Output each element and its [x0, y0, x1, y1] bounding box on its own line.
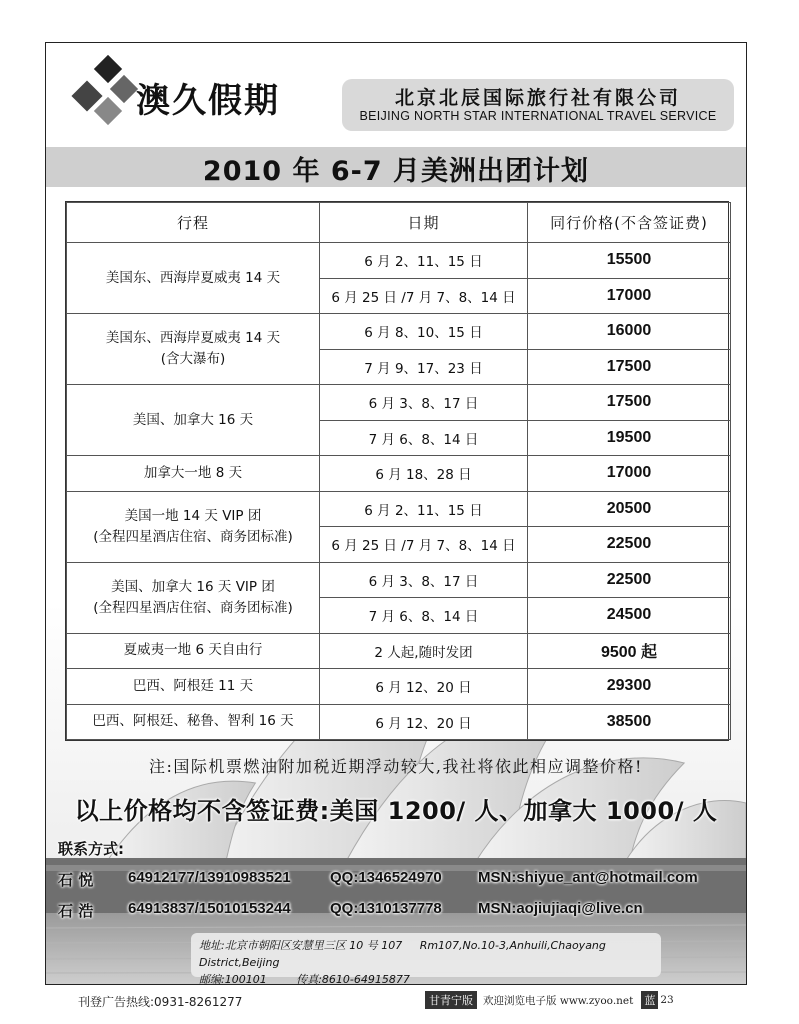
price-cell: 17000: [528, 278, 731, 314]
contact-name: 石 浩: [58, 902, 94, 920]
date-cell: 6 月 25 日 /7 月 7、8、14 日: [320, 527, 528, 563]
ad-hotline: 刊登广告热线:0931-8261277: [78, 995, 243, 1009]
page-title: 2010 年 6-7 月美洲出团计划: [202, 156, 590, 187]
date-cell: 6 月 8、10、15 日: [320, 314, 528, 350]
edition-badge: 甘青宁版: [425, 991, 477, 1009]
price-cell: 29300: [528, 669, 731, 705]
contact-qq: QQ:1346524970: [330, 869, 442, 886]
price-cell: 19500: [528, 420, 731, 456]
date-cell: 6 月 25 日 /7 月 7、8、14 日: [320, 278, 528, 314]
contact-name: 石 悦: [58, 871, 94, 889]
route-line: (全程四星酒店住宿、商务团标准): [93, 528, 293, 545]
table-row: [67, 704, 731, 740]
date-cell: 6 月 2、11、15 日: [320, 491, 528, 527]
page-number: 23: [660, 994, 674, 1006]
table-header-row: [67, 203, 731, 243]
price-cell: 20500: [528, 491, 731, 527]
address-box: [191, 933, 661, 985]
price-cell: 17500: [528, 385, 731, 421]
route-cell: [67, 491, 320, 562]
date-cell: 7 月 6、8、14 日: [320, 598, 528, 634]
section-badge: 蓝: [641, 991, 658, 1009]
header-route: 行程: [67, 203, 320, 243]
route-line: 巴西、阿根廷 11 天: [132, 677, 254, 694]
table-row: [67, 633, 731, 669]
date-cell: 7 月 6、8、14 日: [320, 420, 528, 456]
date-cell: 6 月 3、8、17 日: [320, 385, 528, 421]
company-name-cn: 北京北辰国际旅行社有限公司: [394, 87, 681, 109]
route-line: 美国东、西海岸夏威夷 14 天: [105, 330, 281, 346]
table-row: [67, 243, 731, 279]
header-price: 同行价格(不含签证费): [528, 203, 731, 243]
price-cell: 9500 起: [528, 633, 731, 669]
date-cell: 6 月 2、11、15 日: [320, 243, 528, 279]
route-line: 美国一地 14 天 VIP 团: [124, 507, 262, 524]
contact-label: 联系方式:: [58, 840, 124, 858]
route-line: 美国、加拿大 16 天 VIP 团: [111, 578, 275, 595]
route-line: 夏威夷一地 6 天自由行: [123, 642, 263, 659]
route-cell: [67, 456, 320, 492]
table-row: [67, 669, 731, 705]
date-cell: 6 月 18、28 日: [320, 456, 528, 492]
price-cell: 17500: [528, 349, 731, 385]
route-cell: [67, 562, 320, 633]
company-name-en: BEIJING NORTH STAR INTERNATIONAL TRAVEL SERVICE: [359, 109, 717, 123]
table-row: [67, 562, 731, 598]
fax: 传真:8610-64915877: [296, 973, 410, 985]
brand-name: 澳久假期: [136, 81, 280, 121]
route-line: (全程四星酒店住宿、商务团标准): [93, 599, 293, 616]
route-cell: [67, 669, 320, 705]
route-cell: [67, 385, 320, 456]
table-row: [67, 314, 731, 350]
route-line: 美国、加拿大 16 天: [132, 411, 254, 428]
price-cell: 16000: [528, 314, 731, 350]
table-row: [67, 491, 731, 527]
date-cell: 6 月 3、8、17 日: [320, 562, 528, 598]
fuel-surcharge-note: 注:国际机票燃油附加税近期浮动较大,我社将依此相应调整价格!: [149, 757, 643, 776]
route-line: (含大瀑布): [160, 351, 226, 367]
contact-qq: QQ:1310137778: [330, 900, 442, 917]
price-cell: 38500: [528, 704, 731, 740]
header-date: 日期: [320, 203, 528, 243]
ad-frame: [45, 42, 747, 985]
schedule-table: [65, 201, 729, 741]
price-cell: 15500: [528, 243, 731, 279]
route-line: 巴西、阿根廷、秘鲁、智利 16 天: [92, 713, 294, 730]
postcode: 邮编:100101: [199, 973, 267, 985]
price-cell: 17000: [528, 456, 731, 492]
contact-phone: 64912177/13910983521: [128, 869, 291, 886]
address-en: Rm107,No.10-3,Anhuili,Chaoyang District,Beijing: [199, 939, 606, 969]
contact-msn: MSN:aojiujiaqi@live.cn: [478, 900, 643, 917]
title-bar: [46, 147, 746, 187]
address-line: [199, 937, 653, 971]
route-cell: [67, 633, 320, 669]
brand-logo-icon: [70, 55, 140, 135]
contact-msn: MSN:shiyue_ant@hotmail.com: [478, 869, 698, 886]
date-cell: 6 月 12、20 日: [320, 669, 528, 705]
price-cell: 22500: [528, 527, 731, 563]
route-cell: [67, 314, 320, 385]
table-row: [67, 456, 731, 492]
date-cell: 7 月 9、17、23 日: [320, 349, 528, 385]
visa-fee-note: 以上价格均不含签证费:美国 1200/ 人、加拿大 1000/ 人: [74, 797, 718, 825]
route-cell: [67, 243, 320, 314]
route-cell: [67, 704, 320, 740]
website-text[interactable]: 欢迎浏览电子版 www.zyoo.net: [483, 994, 634, 1007]
date-cell: 6 月 12、20 日: [320, 704, 528, 740]
price-cell: 24500: [528, 598, 731, 634]
postcode-fax-line: [199, 971, 653, 985]
contact-phone: 64913837/15010153244: [128, 900, 291, 917]
table-row: [67, 385, 731, 421]
price-cell: 22500: [528, 562, 731, 598]
address-cn: 地址:北京市朝阳区安慧里三区 10 号 107: [199, 939, 403, 952]
footer-info: [425, 991, 674, 1009]
date-cell: 2 人起,随时发团: [320, 633, 528, 669]
company-banner: [342, 79, 734, 131]
route-line: 加拿大一地 8 天: [143, 464, 243, 481]
route-line: 美国东、西海岸夏威夷 14 天: [105, 269, 281, 286]
